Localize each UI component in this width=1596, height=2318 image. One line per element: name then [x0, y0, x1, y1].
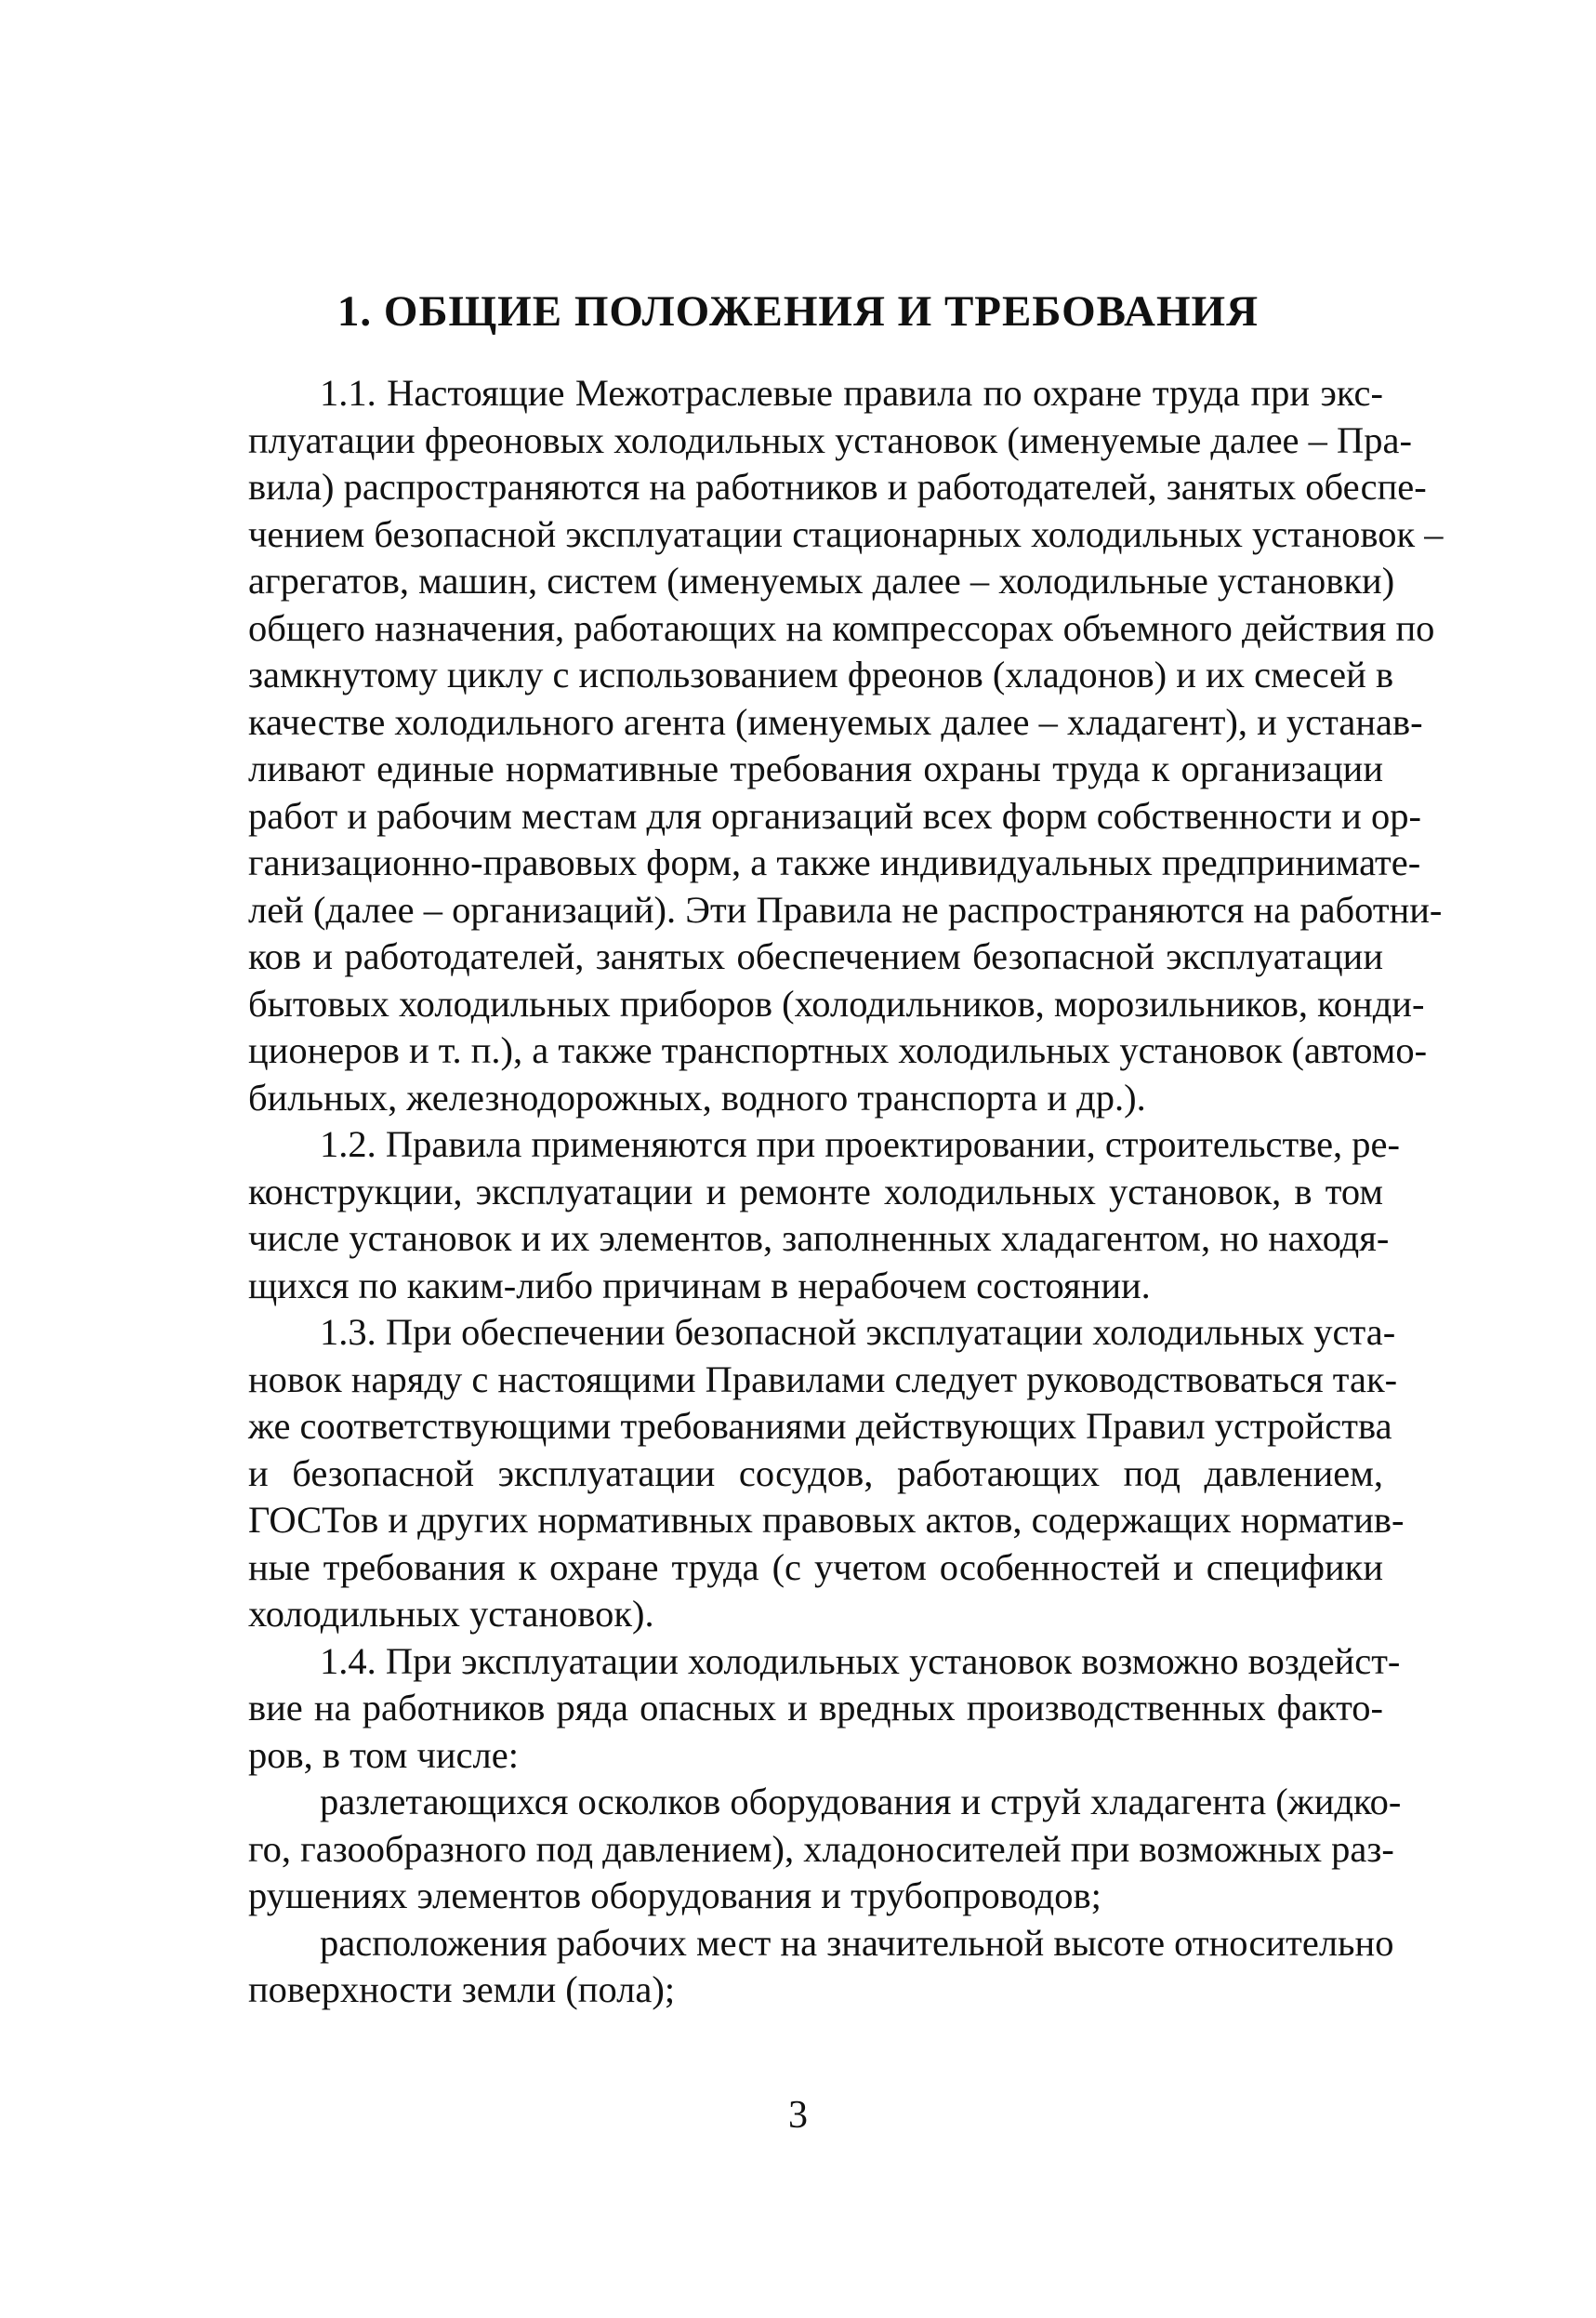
text-line: щихся по каким-либо причинам в нерабочем состоянии. [248, 1264, 1151, 1306]
text-line: ГОСТов и других нормативных правовых актов, содержащих норматив- [248, 1499, 1405, 1541]
text-line: вие на работников ряда опасных и вредных производственных факто- [248, 1687, 1383, 1729]
text-line: вила) распространяются на работников и работодателей, занятых обеспе- [248, 466, 1427, 508]
text-line: числе установок и их элементов, заполненных хладагентом, но находя- [248, 1217, 1390, 1259]
text-line: чением безопасной эксплуатации стационарных холодильных установок – [248, 512, 1444, 555]
list-item-hazard-2 [177, 1920, 1394, 2014]
text-line: ливают единые нормативные требования охраны труда к организации [248, 748, 1383, 789]
paragraph-1-1 [177, 370, 1444, 1121]
text-line: бильных, железнодорожных, водного транспорта и др.). [248, 1076, 1146, 1119]
body-text [177, 370, 1444, 2014]
text-line: же соответствующими требованиями действующих Правил устройства [248, 1405, 1392, 1447]
text-line: ров, в том числе: [248, 1733, 519, 1776]
text-line: плуатации фреоновых холодильных установок (именуемые далее – Пра- [248, 418, 1412, 461]
text-line: и безопасной эксплуатации сосудов, работающих под давлением, [248, 1451, 1383, 1494]
text-line: рушениях элементов оборудования и трубопроводов; [248, 1874, 1101, 1916]
text-line: новок наряду с настоящими Правилами следует руководствоваться так- [248, 1358, 1398, 1400]
text-line: ков и работодателей, занятых обеспечением безопасной эксплуатации [248, 935, 1383, 977]
paragraph-1-3 [177, 1309, 1405, 1638]
text-line: расположения рабочих мест на значительной высоте относительно [320, 1921, 1394, 1964]
text-line: разлетающихся осколков оборудования и струй хладагента (жидко- [320, 1781, 1402, 1822]
text-line: 1.3. При обеспечении безопасной эксплуатации холодильных уста- [320, 1311, 1396, 1353]
text-line: качестве холодильного агента (именуемых далее – хладагент), и устанав- [248, 700, 1423, 743]
text-line: поверхности земли (пола); [248, 1968, 676, 2010]
section-heading: 1. ОБЩИЕ ПОЛОЖЕНИЯ И ТРЕБОВАНИЯ [336, 287, 1260, 336]
text-line: ганизационно-правовых форм, а также индивидуальных предпринимате- [248, 841, 1421, 883]
text-line: бытовых холодильных приборов (холодильников, морозильников, конди- [248, 982, 1425, 1025]
list-item-hazard-1 [177, 1779, 1402, 1920]
page-number: 3 [788, 2094, 808, 2137]
text-line: 1.1. Настоящие Межотраслевые правила по охране труда при экс- [320, 372, 1383, 414]
text-line: 1.4. При эксплуатации холодильных установок возможно воздейст- [320, 1639, 1401, 1682]
text-line: ционеров и т. п.), а также транспортных холодильных установок (автомо- [248, 1029, 1428, 1071]
text-line: лей (далее – организаций). Эти Правила не распространяются на работни- [248, 888, 1443, 931]
text-line: работ и рабочим местам для организаций всех форм собственности и ор- [248, 794, 1421, 837]
text-line: замкнутому циклу с использованием фреонов (хладонов) и их смесей в [248, 654, 1394, 695]
paragraph-1-4 [177, 1638, 1401, 1780]
text-line: общего назначения, работающих на компрессорах объемного действия по [248, 606, 1435, 649]
text-line: агрегатов, машин, систем (именуемых далее – холодильные установки) [248, 560, 1395, 602]
text-line: холодильных установок). [248, 1593, 654, 1635]
paragraph-1-2 [177, 1121, 1401, 1309]
text-line: конструкции, эксплуатации и ремонте холодильных установок, в том [248, 1170, 1383, 1212]
text-line: 1.2. Правила применяются при проектировании, строительстве, ре- [320, 1123, 1401, 1165]
text-line: ные требования к охране труда (с учетом особенностей и специфики [248, 1545, 1383, 1588]
text-line: го, газообразного под давлением), хладоносителей при возможных раз- [248, 1827, 1394, 1870]
